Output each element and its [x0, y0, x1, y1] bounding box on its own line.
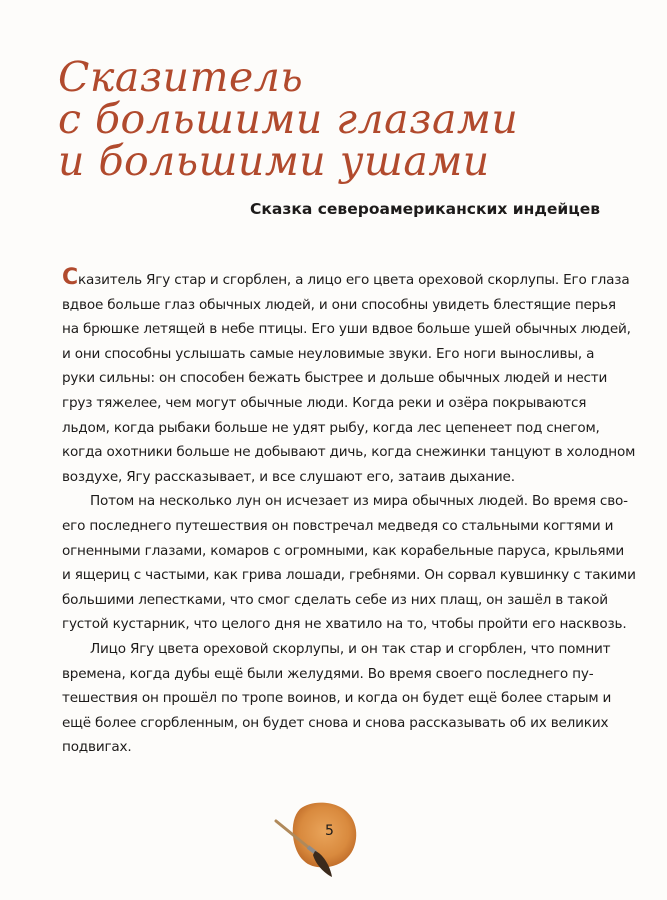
text-line: его последнего путешествия он повстречал медведя со стальными когтями и	[62, 517, 614, 534]
paragraph-2	[62, 489, 636, 637]
text-line: ещё более сгорбленным, он будет снова и снова рассказывать об их великих	[62, 714, 609, 731]
text-line: и они способны услышать самые неуловимые звуки. Его ноги выносливы, а	[62, 345, 595, 362]
text-line: Сказитель Ягу стар и сгорблен, а лицо его цвета ореховой скорлупы. Его глаза	[62, 265, 630, 290]
story-text	[62, 265, 636, 760]
text-line: времена, когда дубы ещё были желудями. Во время своего последнего пу-	[62, 665, 594, 682]
text-line: воздухе, Ягу рассказывает, и все слушают его, затаив дыхание.	[62, 468, 515, 485]
text-line: тешествия он прошёл по тропе воинов, и когда он будет ещё более старым и	[62, 690, 612, 707]
text-line: Лицо Ягу цвета ореховой скорлупы, и он так стар и сгорблен, что помнит	[90, 640, 611, 657]
page-subtitle: Сказка североамериканских индейцев	[250, 200, 601, 218]
text-line: большими лепестками, что смог сделать себе из них плащ, он зашёл в такой	[62, 591, 608, 608]
page-number: 5	[325, 823, 334, 839]
paragraph-3	[62, 637, 610, 760]
text-line: на брюшке летящей в небе птицы. Его уши вдвое больше ушей обычных людей,	[62, 321, 631, 338]
text-line: вдвое больше глаз обычных людей, и они способны увидеть блестящие перья	[62, 296, 616, 313]
text-line: и ящериц с частыми, как грива лошади, гребнями. Он сорвал кувшинку с такими	[62, 567, 636, 584]
title-line-1: Сказитель	[58, 53, 304, 101]
text-line: когда охотники больше не добывают дичь, когда снежинки танцуют в холодном	[62, 444, 636, 461]
drop-cap: С	[62, 265, 78, 290]
text-line: подвигах.	[62, 739, 132, 756]
paragraph-1	[62, 265, 636, 489]
text-line: Потом на несколько лун он исчезает из мира обычных людей. Во время сво-	[90, 493, 628, 510]
title-line-3: и большими ушами	[58, 137, 490, 185]
text-line: льдом, когда рыбаки больше не удят рыбу, когда лес цепенеет под снегом,	[62, 419, 600, 436]
title-line-2: с большими глазами	[58, 95, 519, 143]
text-line: груз тяжелее, чем могут обычные люди. Когда реки и озёра покрываются	[62, 394, 587, 411]
text-line: огненными глазами, комаров с огромными, как корабельные паруса, крыльями	[62, 542, 625, 559]
paint-blob-icon	[268, 795, 368, 885]
page-title	[58, 53, 618, 185]
page-number-badge	[268, 795, 368, 885]
text-line: густой кустарник, что целого дня не хватило на то, чтобы пройти его насквозь.	[62, 616, 627, 633]
text-line: руки сильны: он способен бежать быстрее и дольше обычных людей и нести	[62, 370, 608, 387]
